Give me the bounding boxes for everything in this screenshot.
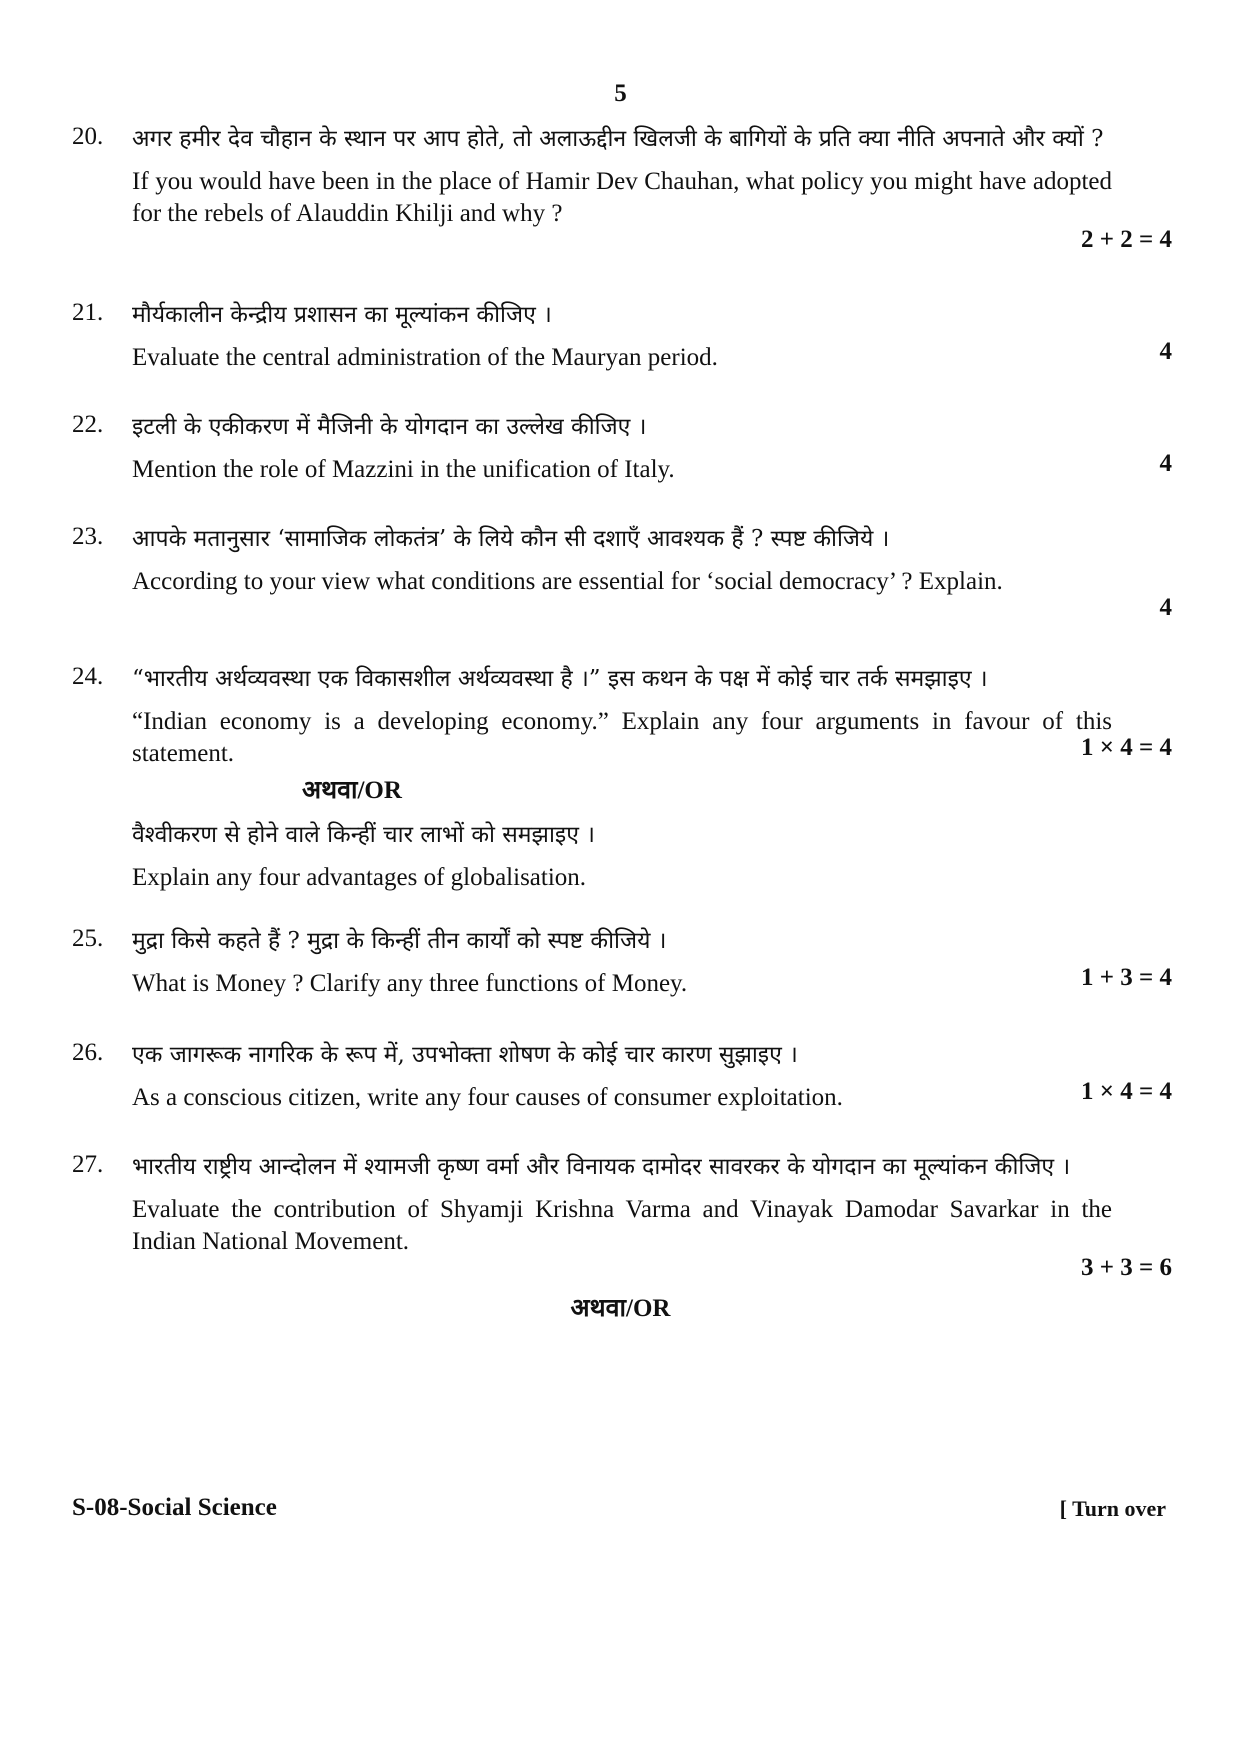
question-text-hindi: “भारतीय अर्थव्यवस्था एक विकासशील अर्थव्यवस्था है ।” इस कथन के पक्ष में कोई चार तर्क समझाइए ।	[132, 666, 988, 692]
question-text-english: According to your view what conditions are essential for ‘social democracy’ ? Explain.	[132, 568, 1003, 595]
question-number: 26.	[72, 1039, 104, 1066]
question-number: 23.	[72, 523, 104, 550]
alt-question-text-english: Explain any four advantages of globalisation.	[132, 864, 587, 891]
question-text-hindi: मौर्यकालीन केन्द्रीय प्रशासन का मूल्यांकन कीजिए ।	[132, 302, 552, 328]
question-text-hindi: एक जागरूक नागरिक के रूप में, उपभोक्ता शोषण के कोई चार कारण सुझाइए ।	[132, 1042, 798, 1068]
question-text-english: What is Money ? Clarify any three functions of Money.	[132, 970, 688, 997]
question-21	[72, 296, 1172, 371]
paper-code: S-08-Social Science	[72, 1494, 277, 1521]
question-20	[72, 120, 1172, 256]
marks: 1 × 4 = 4	[1081, 734, 1172, 761]
trailing-or-label: अथवा/OR	[570, 1295, 671, 1322]
question-number: 22.	[72, 411, 104, 438]
question-24	[72, 660, 1172, 767]
marks: 4	[1159, 450, 1172, 477]
question-26	[72, 1036, 1172, 1111]
question-text-english: Evaluate the contribution of Shyamji Krishna Varma and Vinayak Damodar Savarkar in the Indian National Movement.	[132, 1196, 1112, 1255]
marks: 1 × 4 = 4	[1081, 1078, 1172, 1105]
question-text-hindi: अगर हमीर देव चौहान के स्थान पर आप होते, तो अलाऊद्दीन खिलजी के बागियों के प्रति क्या नीति अपनाते और क्यों ?	[132, 126, 1104, 152]
question-number: 20.	[72, 123, 104, 150]
question-text-hindi: भारतीय राष्ट्रीय आन्दोलन में श्यामजी कृष्ण वर्मा और विनायक दामोदर सावरकर के योगदान का मूल्यांकन कीजिए ।	[132, 1154, 1071, 1180]
marks: 3 + 3 = 6	[1081, 1254, 1172, 1281]
marks: 2 + 2 = 4	[1081, 226, 1172, 253]
turn-over-note: [ Turn over	[1059, 1496, 1166, 1521]
question-23	[72, 520, 1172, 624]
question-text-hindi: आपके मतानुसार ‘सामाजिक लोकतंत्र’ के लिये कौन सी दशाएँ आवश्यक हैं ? स्पष्ट कीजिये ।	[132, 526, 890, 552]
question-text-english: Mention the role of Mazzini in the unification of Italy.	[132, 456, 675, 483]
question-text-english: “Indian economy is a developing economy.” Explain any four arguments in favour of this statement.	[132, 708, 1112, 767]
question-number: 24.	[72, 663, 104, 690]
marks: 1 + 3 = 4	[1081, 964, 1172, 991]
question-text-english: As a conscious citizen, write any four causes of consumer exploitation.	[132, 1084, 843, 1111]
question-text-hindi: मुद्रा किसे कहते हैं ? मुद्रा के किन्हीं तीन कार्यों को स्पष्ट कीजिये ।	[132, 928, 667, 954]
page-number: 5	[614, 80, 627, 107]
question-27	[72, 1148, 1172, 1284]
alt-question-text-hindi: वैश्वीकरण से होने वाले किन्हीं चार लाभों को समझाइए ।	[132, 822, 595, 848]
marks: 4	[1159, 338, 1172, 365]
question-number: 27.	[72, 1151, 104, 1178]
or-label: अथवा/OR	[302, 777, 402, 804]
question-number: 25.	[72, 925, 104, 952]
question-25	[72, 922, 1172, 997]
question-text-hindi: इटली के एकीकरण में मैजिनी के योगदान का उल्लेख कीजिए ।	[132, 414, 647, 440]
question-22	[72, 408, 1172, 483]
question-number: 21.	[72, 299, 104, 326]
marks: 4	[1159, 594, 1172, 621]
question-text-english: Evaluate the central administration of the Mauryan period.	[132, 344, 718, 371]
question-text-english: If you would have been in the place of Hamir Dev Chauhan, what policy you might have adopted for the rebels of Alauddin Khilji and why ?	[132, 168, 1112, 227]
